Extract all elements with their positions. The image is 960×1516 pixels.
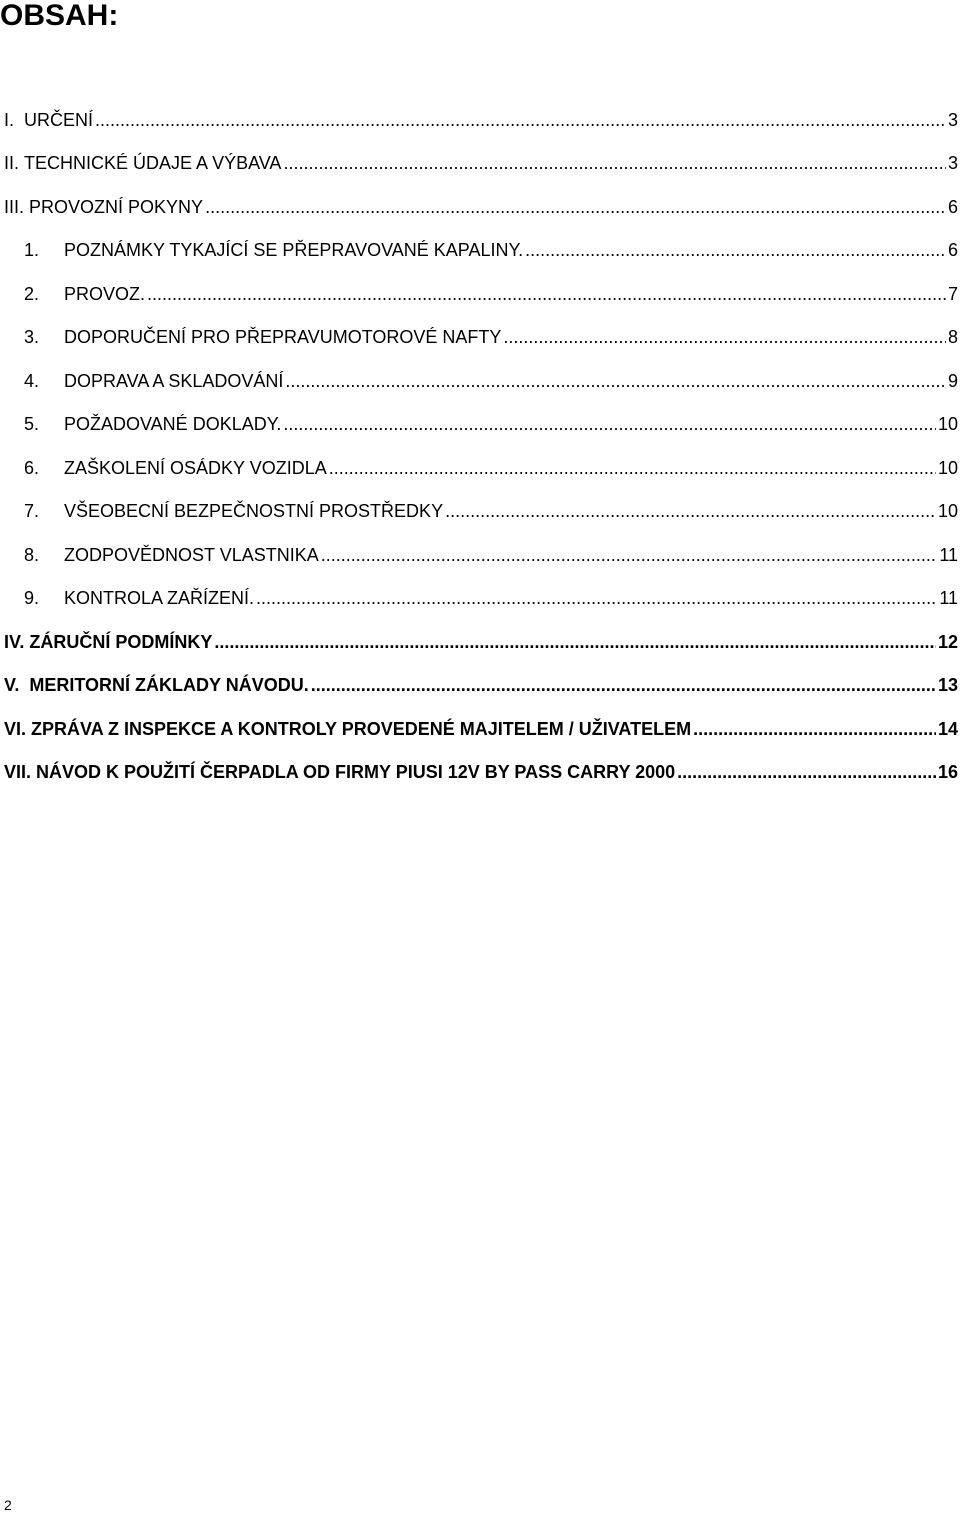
toc-entry-number: 5. — [24, 414, 40, 434]
toc-entry-page: 7 — [947, 284, 958, 304]
toc-entry-label: POŽADOVANÉ DOKLADY. — [64, 414, 282, 434]
toc-entry-urceni[interactable] — [4, 107, 958, 131]
toc-entry-page: 10 — [937, 414, 958, 434]
toc-leader-dots — [214, 631, 936, 653]
toc-entry-number: IV. — [4, 632, 25, 652]
toc-entry-number: VI. — [4, 719, 27, 739]
page-number: 2 — [4, 1497, 12, 1513]
toc-entry-label: ZÁRUČNÍ PODMÍNKY — [29, 632, 213, 652]
toc-leader-dots — [677, 761, 936, 783]
toc-entry-label: DOPRAVA A SKLADOVÁNÍ — [64, 371, 284, 391]
toc-entry-number: II. — [4, 153, 20, 173]
toc-entry-bezpecnostni[interactable] — [24, 498, 958, 522]
toc-entry-label: NÁVOD K POUŽITÍ ČERPADLA OD FIRMY PIUSI 12V BY PASS CARRY 2000 — [36, 762, 676, 782]
toc-leader-dots — [283, 413, 936, 435]
toc-entry-zodpovednost[interactable] — [24, 542, 958, 566]
toc-leader-dots — [321, 544, 938, 566]
toc-entry-label: VŠEOBECNÍ BEZPEČNOSTNÍ PROSTŘEDKY — [64, 501, 444, 521]
toc-leader-dots — [256, 587, 937, 609]
page-title: OBSAH: — [0, 0, 119, 32]
toc-entry-provozni-pokyny[interactable] — [4, 194, 958, 218]
toc-entry-page: 14 — [937, 719, 958, 739]
toc-leader-dots — [95, 109, 946, 131]
toc-entry-label: PROVOZ. — [64, 284, 146, 304]
toc-entry-number: 2. — [24, 284, 40, 304]
toc-entry-label: MERITORNÍ ZÁKLADY NÁVODU. — [29, 675, 309, 695]
toc-entry-zaskoleni[interactable] — [24, 455, 958, 479]
toc-leader-dots — [285, 370, 946, 392]
toc-entry-page: 11 — [939, 545, 958, 565]
toc-entry-label: ZODPOVĚDNOST VLASTNIKA — [64, 545, 319, 565]
toc-entry-page: 13 — [937, 675, 958, 695]
toc-leader-dots — [311, 674, 936, 696]
toc-entry-label: ZAŠKOLENÍ OSÁDKY VOZIDLA — [64, 458, 327, 478]
toc-entry-technicke-udaje[interactable] — [4, 150, 958, 174]
toc-entry-pozadovane-doklady[interactable] — [24, 411, 958, 435]
toc-entry-poznamky[interactable] — [24, 237, 958, 261]
toc-entry-page: 16 — [937, 762, 958, 782]
toc-entry-page: 8 — [947, 327, 958, 347]
toc-entry-page: 10 — [937, 501, 958, 521]
toc-entry-number: V. — [4, 675, 20, 695]
toc-entry-number: 8. — [24, 545, 40, 565]
toc-leader-dots — [525, 239, 946, 261]
toc-entry-label: PROVOZNÍ POKYNY — [29, 197, 204, 217]
toc-entry-page: 11 — [939, 588, 958, 608]
toc-leader-dots — [147, 283, 946, 305]
toc-entry-number: I. — [4, 110, 15, 130]
toc-entry-provoz[interactable] — [24, 281, 958, 305]
toc-entry-meritorni-zaklady[interactable] — [4, 672, 958, 696]
toc-entry-number: III. — [4, 197, 25, 217]
toc-entry-page: 6 — [947, 197, 958, 217]
toc-entry-doprava[interactable] — [24, 368, 958, 392]
toc-entry-number: VII. — [4, 762, 32, 782]
toc-leader-dots — [205, 196, 946, 218]
toc-entry-page: 3 — [947, 153, 958, 173]
toc-entry-page: 10 — [937, 458, 958, 478]
toc-leader-dots — [445, 500, 936, 522]
toc-leader-dots — [283, 152, 946, 174]
toc-leader-dots — [503, 326, 946, 348]
toc-entry-label: ZPRÁVA Z INSPEKCE A KONTROLY PROVEDENÉ MAJITELEM / UŽIVATELEM — [31, 719, 692, 739]
toc-entry-number: 6. — [24, 458, 40, 478]
toc-entry-number: 1. — [24, 240, 40, 260]
toc-entry-label: POZNÁMKY TYKAJÍCÍ SE PŘEPRAVOVANÉ KAPALINY. — [64, 240, 524, 260]
toc-entry-kontrola[interactable] — [24, 585, 958, 609]
toc-leader-dots — [329, 457, 936, 479]
toc-entry-page: 6 — [947, 240, 958, 260]
toc-entry-label: TECHNICKÉ ÚDAJE A VÝBAVA — [24, 153, 282, 173]
toc-entry-number: 3. — [24, 327, 40, 347]
toc-entry-label: KONTROLA ZAŘÍZENÍ. — [64, 588, 255, 608]
toc-entry-number: 7. — [24, 501, 40, 521]
toc-entry-zprava-z-inspekce[interactable] — [4, 716, 958, 740]
toc-entry-number: 9. — [24, 588, 40, 608]
toc-leader-dots — [693, 718, 936, 740]
toc-entry-doporuceni[interactable] — [24, 324, 958, 348]
toc-entry-page: 9 — [947, 371, 958, 391]
toc-entry-page: 3 — [947, 110, 958, 130]
toc-entry-navod-k-pouziti[interactable] — [4, 759, 958, 783]
toc-entry-zarucni-podminky[interactable] — [4, 629, 958, 653]
toc-entry-page: 12 — [937, 632, 958, 652]
toc-entry-label: URČENÍ — [24, 110, 94, 130]
toc-entry-number: 4. — [24, 371, 40, 391]
toc-entry-label: DOPORUČENÍ PRO PŘEPRAVUMOTOROVÉ NAFTY — [64, 327, 502, 347]
